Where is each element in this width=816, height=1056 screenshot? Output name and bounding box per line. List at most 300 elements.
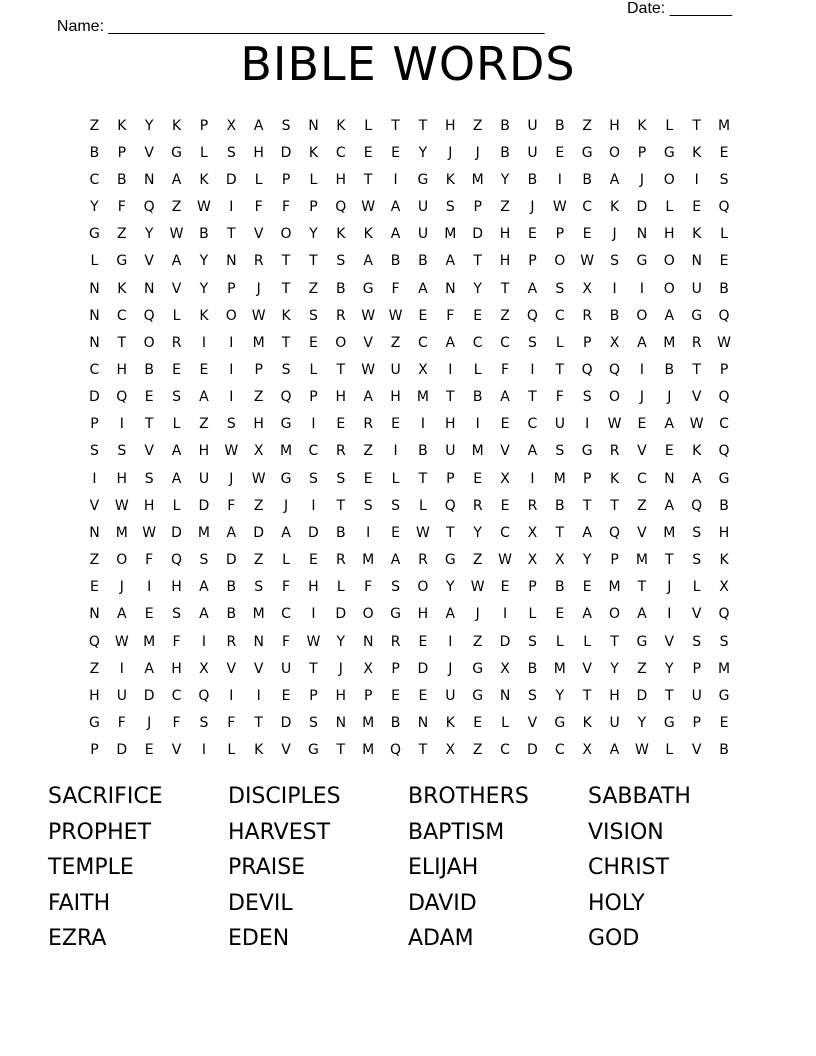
grid-letter[interactable]: S	[199, 552, 209, 569]
grid-letter[interactable]: S	[610, 253, 620, 270]
grid-letter[interactable]: A	[117, 606, 128, 623]
grid-letter[interactable]: M	[718, 660, 731, 677]
grid-letter[interactable]: D	[636, 199, 648, 216]
grid-letter[interactable]: Q	[390, 742, 402, 759]
grid-letter[interactable]: I	[585, 416, 590, 433]
grid-letter[interactable]: W	[635, 742, 650, 759]
grid-letter[interactable]: T	[309, 253, 319, 270]
grid-letter[interactable]: Y	[500, 171, 510, 188]
grid-letter[interactable]: S	[172, 389, 182, 406]
grid-letter[interactable]: P	[227, 280, 237, 297]
grid-letter[interactable]: Q	[116, 389, 128, 406]
grid-letter[interactable]: O	[663, 171, 676, 188]
grid-letter[interactable]: T	[610, 497, 620, 514]
grid-letter[interactable]: K	[199, 171, 210, 188]
grid-letter[interactable]: W	[224, 443, 239, 460]
grid-letter[interactable]: U	[417, 199, 429, 216]
grid-letter[interactable]: A	[609, 742, 620, 759]
grid-letter[interactable]: C	[637, 470, 648, 487]
grid-letter[interactable]: H	[198, 443, 210, 460]
grid-letter[interactable]: B	[117, 171, 128, 188]
grid-letter[interactable]: A	[582, 524, 593, 541]
grid-letter[interactable]: N	[253, 633, 265, 650]
grid-letter[interactable]: Z	[199, 416, 210, 433]
grid-letter[interactable]: V	[363, 334, 374, 351]
grid-letter[interactable]: X	[363, 660, 374, 677]
grid-letter[interactable]: L	[172, 307, 181, 324]
grid-letter[interactable]: S	[527, 633, 538, 650]
grid-letter[interactable]: A	[171, 470, 182, 487]
grid-letter[interactable]: I	[366, 524, 371, 541]
grid-letter[interactable]: Y	[665, 660, 675, 677]
grid-letter[interactable]: I	[229, 687, 234, 704]
grid-letter[interactable]: Y	[446, 579, 456, 596]
grid-letter[interactable]: J	[475, 606, 481, 623]
grid-letter[interactable]: I	[393, 443, 399, 460]
grid-letter[interactable]: C	[472, 334, 484, 351]
grid-letter[interactable]: Z	[117, 226, 128, 243]
grid-letter[interactable]: E	[664, 443, 675, 460]
grid-letter[interactable]: M	[197, 524, 211, 541]
grid-letter[interactable]: B	[527, 660, 538, 677]
grid-letter[interactable]: C	[281, 606, 292, 623]
grid-letter[interactable]: C	[500, 524, 511, 541]
grid-letter[interactable]: T	[692, 117, 702, 134]
grid-letter[interactable]: R	[472, 497, 484, 514]
grid-letter[interactable]: B	[500, 144, 511, 161]
grid-letter[interactable]: L	[172, 497, 181, 514]
grid-letter[interactable]: U	[280, 660, 292, 677]
grid-letter[interactable]: S	[308, 715, 319, 732]
grid-letter[interactable]: X	[609, 334, 620, 351]
grid-letter[interactable]: E	[363, 470, 374, 487]
grid-letter[interactable]: G	[636, 253, 648, 270]
grid-letter[interactable]: H	[116, 470, 128, 487]
grid-letter[interactable]: T	[446, 389, 456, 406]
grid-letter[interactable]: F	[555, 389, 565, 406]
grid-letter[interactable]: B	[418, 443, 429, 460]
grid-letter[interactable]: U	[527, 144, 539, 161]
grid-letter[interactable]: R	[226, 633, 237, 650]
grid-letter[interactable]: Z	[472, 117, 483, 134]
grid-letter[interactable]: P	[309, 389, 319, 406]
grid-letter[interactable]: S	[144, 470, 155, 487]
grid-letter[interactable]: F	[172, 633, 182, 650]
grid-letter[interactable]: R	[390, 633, 401, 650]
grid-letter[interactable]: D	[171, 524, 183, 541]
grid-letter[interactable]: B	[144, 361, 155, 378]
grid-letter[interactable]: K	[609, 470, 620, 487]
grid-letter[interactable]: U	[417, 226, 429, 243]
grid-letter[interactable]: Q	[143, 307, 156, 324]
grid-letter[interactable]: C	[335, 144, 347, 161]
grid-letter[interactable]: L	[665, 117, 674, 134]
grid-letter[interactable]: V	[691, 606, 702, 623]
grid-letter[interactable]: C	[418, 334, 429, 351]
grid-letter[interactable]: E	[719, 253, 729, 270]
grid-letter[interactable]: I	[639, 361, 645, 378]
grid-letter[interactable]: B	[719, 280, 730, 297]
grid-letter[interactable]: Y	[199, 253, 209, 270]
grid-letter[interactable]: U	[445, 687, 456, 704]
grid-letter[interactable]: M	[444, 226, 457, 243]
grid-letter[interactable]: Q	[88, 633, 101, 650]
grid-letter[interactable]: B	[199, 226, 210, 243]
grid-letter[interactable]: I	[311, 416, 316, 433]
grid-letter[interactable]: L	[665, 199, 674, 216]
grid-letter[interactable]: I	[694, 171, 700, 188]
grid-letter[interactable]: A	[500, 389, 511, 406]
grid-letter[interactable]: G	[472, 660, 484, 677]
grid-letter[interactable]: A	[609, 171, 620, 188]
grid-letter[interactable]: G	[280, 416, 292, 433]
grid-letter[interactable]: N	[362, 633, 374, 650]
grid-letter[interactable]: H	[253, 416, 265, 433]
grid-letter[interactable]: A	[363, 389, 374, 406]
grid-letter[interactable]: G	[663, 144, 676, 161]
grid-letter[interactable]: S	[281, 361, 291, 378]
grid-letter[interactable]: G	[554, 715, 566, 732]
grid-letter[interactable]: K	[445, 171, 456, 188]
grid-letter[interactable]: Z	[171, 199, 182, 216]
grid-letter[interactable]: F	[282, 579, 291, 596]
grid-letter[interactable]: R	[253, 253, 265, 270]
grid-letter[interactable]: E	[363, 144, 374, 161]
grid-letter[interactable]: T	[418, 117, 428, 134]
grid-letter[interactable]: C	[554, 742, 566, 759]
grid-letter[interactable]: U	[390, 361, 402, 378]
grid-letter[interactable]: O	[609, 606, 621, 623]
grid-letter[interactable]: M	[553, 660, 567, 677]
grid-letter[interactable]: V	[89, 497, 100, 514]
grid-letter[interactable]: A	[527, 280, 538, 297]
grid-letter[interactable]: L	[555, 633, 565, 650]
grid-letter[interactable]: S	[172, 606, 182, 623]
grid-letter[interactable]: M	[416, 389, 430, 406]
grid-letter[interactable]: Z	[500, 199, 511, 216]
grid-letter[interactable]: L	[309, 171, 318, 188]
grid-letter[interactable]: I	[475, 416, 481, 433]
grid-letter[interactable]: L	[665, 742, 674, 759]
grid-letter[interactable]: J	[338, 660, 344, 677]
grid-letter[interactable]: H	[609, 117, 621, 134]
grid-letter[interactable]: T	[692, 361, 702, 378]
grid-letter[interactable]: F	[145, 552, 154, 569]
grid-letter[interactable]: W	[552, 199, 568, 216]
grid-letter[interactable]: G	[280, 470, 292, 487]
grid-letter[interactable]: S	[582, 389, 593, 406]
grid-letter[interactable]: K	[363, 226, 374, 243]
grid-letter[interactable]: O	[417, 579, 429, 596]
grid-letter[interactable]: T	[582, 687, 592, 704]
grid-letter[interactable]: S	[445, 199, 456, 216]
grid-letter[interactable]: Q	[609, 361, 621, 378]
grid-letter[interactable]: C	[89, 361, 100, 378]
grid-letter[interactable]: L	[200, 144, 209, 161]
grid-letter[interactable]: N	[308, 117, 320, 134]
grid-letter[interactable]: B	[390, 253, 401, 270]
grid-letter[interactable]: V	[226, 660, 237, 677]
grid-letter[interactable]: E	[144, 389, 155, 406]
grid-letter[interactable]: B	[555, 117, 566, 134]
grid-letter[interactable]: P	[446, 470, 456, 487]
grid-letter[interactable]: B	[336, 524, 347, 541]
grid-letter[interactable]: M	[280, 443, 293, 460]
grid-letter[interactable]: W	[388, 307, 403, 324]
grid-letter[interactable]: J	[667, 389, 672, 406]
grid-letter[interactable]: L	[720, 226, 729, 243]
grid-letter[interactable]: N	[89, 524, 101, 541]
grid-letter[interactable]: A	[418, 280, 429, 297]
grid-letter[interactable]: H	[335, 171, 347, 188]
grid-letter[interactable]: Q	[280, 389, 293, 406]
grid-letter[interactable]: I	[229, 334, 234, 351]
grid-letter[interactable]: E	[555, 606, 565, 623]
grid-letter[interactable]: X	[527, 524, 538, 541]
grid-letter[interactable]: I	[612, 280, 618, 297]
grid-letter[interactable]: M	[718, 117, 731, 134]
grid-letter[interactable]: J	[448, 660, 453, 677]
grid-letter[interactable]: W	[114, 497, 130, 514]
grid-letter[interactable]: S	[555, 443, 565, 460]
grid-letter[interactable]: G	[308, 742, 320, 759]
grid-letter[interactable]: I	[229, 389, 234, 406]
grid-letter[interactable]: M	[663, 334, 676, 351]
grid-letter[interactable]: P	[692, 715, 702, 732]
grid-letter[interactable]: B	[418, 253, 429, 270]
grid-letter[interactable]: I	[201, 633, 207, 650]
grid-letter[interactable]: Z	[472, 633, 483, 650]
grid-letter[interactable]: W	[416, 524, 431, 541]
grid-letter[interactable]: O	[335, 334, 347, 351]
grid-letter[interactable]: P	[309, 687, 319, 704]
grid-letter[interactable]: Y	[144, 226, 154, 243]
grid-letter[interactable]: Z	[390, 334, 401, 351]
grid-letter[interactable]: V	[253, 226, 264, 243]
grid-letter[interactable]: S	[308, 307, 319, 324]
grid-letter[interactable]: Y	[144, 117, 154, 134]
grid-letter[interactable]: V	[637, 524, 648, 541]
grid-letter[interactable]: K	[445, 715, 456, 732]
grid-letter[interactable]: U	[554, 416, 566, 433]
grid-letter[interactable]: I	[311, 606, 316, 623]
grid-letter[interactable]: B	[719, 497, 730, 514]
grid-letter[interactable]: Z	[308, 280, 319, 297]
grid-letter[interactable]: P	[254, 361, 264, 378]
grid-letter[interactable]: N	[143, 280, 155, 297]
grid-letter[interactable]: F	[117, 715, 127, 732]
grid-letter[interactable]: X	[500, 660, 511, 677]
grid-letter[interactable]: F	[254, 199, 264, 216]
grid-letter[interactable]: J	[448, 144, 453, 161]
grid-letter[interactable]: H	[335, 687, 347, 704]
grid-letter[interactable]: I	[420, 416, 426, 433]
grid-letter[interactable]: B	[555, 497, 566, 514]
grid-letter[interactable]: M	[362, 552, 375, 569]
grid-letter[interactable]: E	[281, 687, 291, 704]
grid-letter[interactable]: L	[419, 497, 428, 514]
grid-letter[interactable]: I	[448, 633, 453, 650]
grid-letter[interactable]: V	[144, 253, 155, 270]
grid-letter[interactable]: T	[528, 389, 538, 406]
grid-letter[interactable]: H	[335, 389, 347, 406]
grid-letter[interactable]: H	[609, 687, 621, 704]
grid-letter[interactable]: M	[471, 171, 485, 188]
grid-letter[interactable]: H	[171, 579, 183, 596]
grid-letter[interactable]: J	[256, 280, 262, 297]
grid-letter[interactable]: D	[527, 742, 539, 759]
grid-letter[interactable]: K	[336, 226, 346, 243]
grid-letter[interactable]: Q	[609, 524, 621, 541]
grid-letter[interactable]: K	[308, 144, 319, 161]
grid-letter[interactable]: N	[335, 715, 347, 732]
grid-letter[interactable]: H	[499, 226, 511, 243]
grid-letter[interactable]: K	[117, 280, 127, 297]
grid-letter[interactable]: P	[637, 144, 647, 161]
grid-letter[interactable]: E	[144, 606, 155, 623]
grid-letter[interactable]: J	[119, 579, 125, 596]
grid-letter[interactable]: S	[719, 171, 729, 188]
grid-letter[interactable]: C	[500, 334, 511, 351]
grid-letter[interactable]: I	[229, 199, 234, 216]
grid-letter[interactable]: E	[719, 144, 729, 161]
grid-letter[interactable]: N	[417, 715, 429, 732]
grid-letter[interactable]: L	[336, 579, 346, 596]
grid-letter[interactable]: K	[692, 443, 702, 460]
grid-letter[interactable]: Q	[718, 606, 731, 623]
grid-letter[interactable]: D	[225, 171, 238, 188]
grid-letter[interactable]: F	[282, 199, 291, 216]
grid-letter[interactable]: T	[391, 117, 401, 134]
grid-letter[interactable]: S	[117, 443, 127, 460]
grid-letter[interactable]: H	[253, 144, 265, 161]
grid-letter[interactable]: H	[445, 117, 457, 134]
grid-letter[interactable]: B	[719, 742, 730, 759]
grid-letter[interactable]: S	[336, 253, 346, 270]
grid-letter[interactable]: E	[500, 497, 510, 514]
grid-letter[interactable]: S	[527, 687, 538, 704]
grid-letter[interactable]: I	[448, 361, 453, 378]
grid-letter[interactable]: L	[282, 552, 291, 569]
grid-letter[interactable]: X	[226, 117, 237, 134]
grid-letter[interactable]: G	[663, 715, 676, 732]
grid-letter[interactable]: K	[281, 307, 292, 324]
grid-letter[interactable]: S	[226, 416, 237, 433]
grid-letter[interactable]: L	[227, 742, 236, 759]
grid-letter[interactable]: G	[362, 280, 375, 297]
grid-letter[interactable]: E	[582, 579, 593, 596]
grid-letter[interactable]: W	[717, 334, 732, 351]
grid-letter[interactable]: H	[308, 579, 320, 596]
grid-letter[interactable]: J	[283, 497, 289, 514]
grid-letter[interactable]: O	[362, 606, 375, 623]
grid-letter[interactable]: T	[500, 280, 510, 297]
grid-letter[interactable]: G	[171, 144, 183, 161]
grid-letter[interactable]: F	[501, 361, 510, 378]
grid-letter[interactable]: V	[637, 443, 648, 460]
grid-letter[interactable]: F	[446, 307, 455, 324]
grid-letter[interactable]: X	[500, 470, 511, 487]
grid-letter[interactable]: Z	[472, 552, 483, 569]
grid-letter[interactable]: S	[719, 633, 729, 650]
grid-letter[interactable]: S	[226, 144, 237, 161]
grid-letter[interactable]: W	[169, 226, 184, 243]
grid-letter[interactable]: N	[445, 280, 457, 297]
grid-letter[interactable]: N	[226, 253, 238, 270]
grid-letter[interactable]: E	[473, 470, 483, 487]
grid-letter[interactable]: S	[391, 497, 401, 514]
grid-letter[interactable]: T	[144, 416, 154, 433]
grid-letter[interactable]: C	[116, 307, 128, 324]
grid-letter[interactable]: A	[171, 253, 182, 270]
grid-letter[interactable]: Y	[637, 715, 647, 732]
grid-letter[interactable]: J	[229, 470, 234, 487]
grid-letter[interactable]: E	[90, 579, 100, 596]
grid-letter[interactable]: T	[418, 742, 428, 759]
grid-letter[interactable]: I	[256, 687, 262, 704]
grid-letter[interactable]: L	[90, 253, 99, 270]
grid-letter[interactable]: A	[390, 552, 401, 569]
grid-letter[interactable]: K	[692, 226, 702, 243]
grid-letter[interactable]: U	[445, 443, 456, 460]
grid-letter[interactable]: M	[362, 742, 375, 759]
grid-letter[interactable]: D	[89, 389, 101, 406]
grid-letter[interactable]: N	[636, 226, 648, 243]
grid-letter[interactable]: V	[582, 660, 593, 677]
grid-letter[interactable]: H	[445, 416, 457, 433]
grid-letter[interactable]: I	[639, 280, 645, 297]
grid-letter[interactable]: T	[117, 334, 127, 351]
grid-letter[interactable]: C	[308, 443, 319, 460]
grid-letter[interactable]: L	[364, 117, 373, 134]
grid-letter[interactable]: I	[201, 742, 207, 759]
grid-letter[interactable]: N	[89, 334, 101, 351]
grid-letter[interactable]: B	[555, 579, 566, 596]
grid-letter[interactable]: F	[282, 633, 291, 650]
grid-letter[interactable]: V	[281, 742, 292, 759]
grid-letter[interactable]: Y	[418, 144, 428, 161]
grid-letter[interactable]: A	[637, 334, 648, 351]
grid-letter[interactable]: M	[252, 334, 266, 351]
grid-letter[interactable]: E	[336, 416, 346, 433]
grid-letter[interactable]: R	[363, 416, 374, 433]
grid-letter[interactable]: G	[581, 443, 594, 460]
grid-letter[interactable]: D	[198, 497, 210, 514]
grid-letter[interactable]: B	[472, 389, 483, 406]
grid-letter[interactable]: O	[225, 307, 238, 324]
grid-letter[interactable]: H	[89, 687, 101, 704]
grid-letter[interactable]: W	[197, 199, 212, 216]
grid-letter[interactable]: I	[530, 470, 535, 487]
grid-letter[interactable]: M	[143, 633, 156, 650]
grid-letter[interactable]: P	[719, 361, 729, 378]
grid-letter[interactable]: W	[498, 552, 513, 569]
grid-letter[interactable]: D	[335, 606, 347, 623]
grid-letter[interactable]: Z	[500, 307, 511, 324]
grid-letter[interactable]: T	[281, 334, 291, 351]
grid-letter[interactable]: Y	[582, 552, 592, 569]
grid-letter[interactable]: T	[281, 280, 291, 297]
grid-letter[interactable]: O	[116, 552, 128, 569]
grid-letter[interactable]: S	[281, 117, 291, 134]
grid-letter[interactable]: M	[553, 470, 567, 487]
grid-letter[interactable]: E	[473, 715, 483, 732]
grid-letter[interactable]: C	[554, 307, 566, 324]
grid-letter[interactable]: B	[390, 715, 401, 732]
grid-letter[interactable]: G	[636, 633, 648, 650]
grid-letter[interactable]: B	[527, 171, 538, 188]
grid-letter[interactable]: T	[665, 687, 675, 704]
